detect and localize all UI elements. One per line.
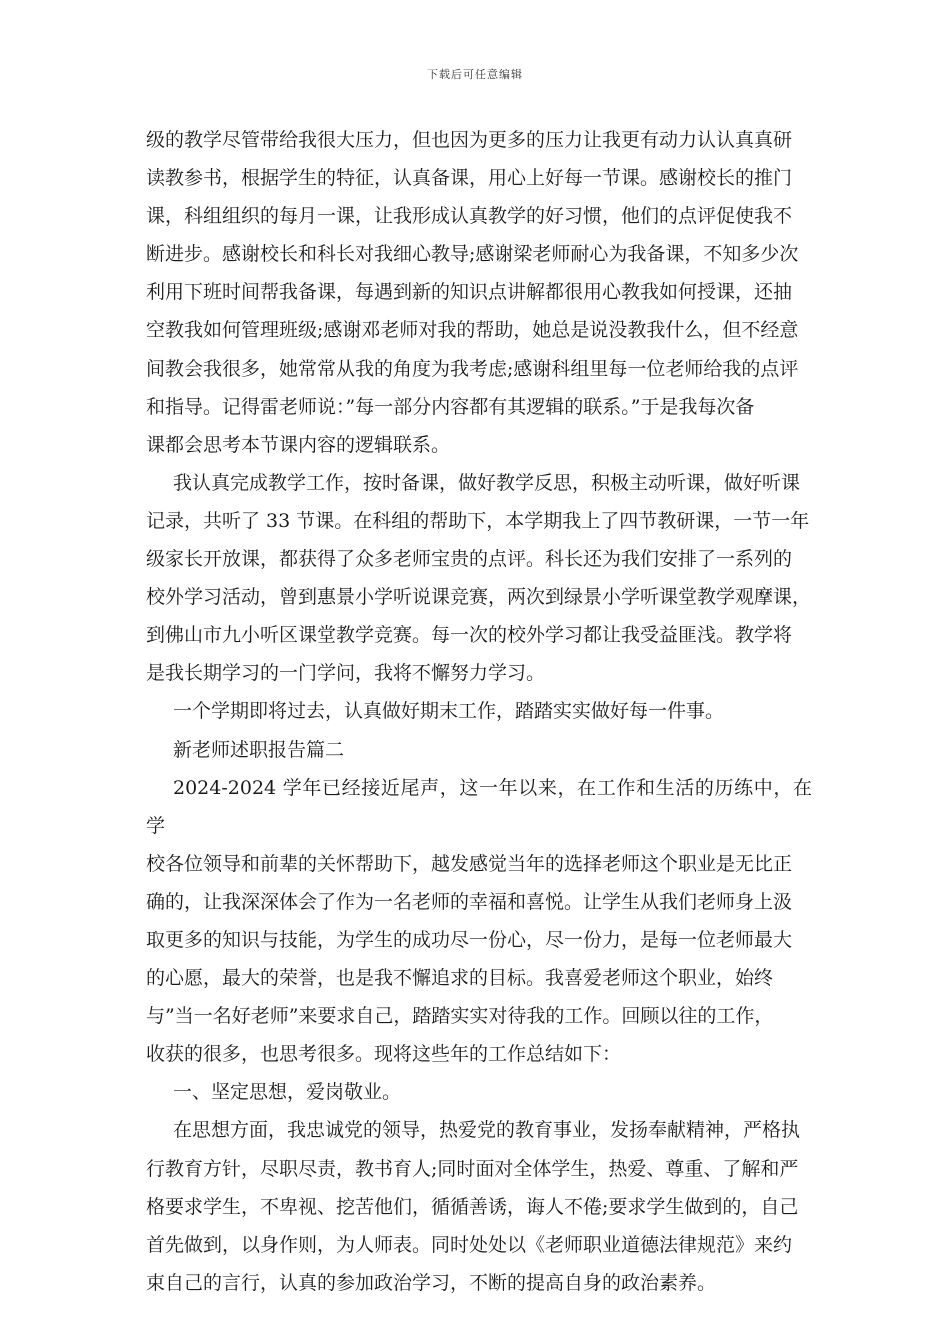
page-header-note: 下载后可任意编辑 [427,68,523,81]
text-line: 2024-2024 学年已经接近尾声，这一年以来，在工作和生活的历练中，在学 [146,776,812,837]
paragraph-7 [146,1111,812,1301]
text-line: 我认真完成教学工作，按时备课，做好教学反思，积极主动听课，做好听课 [173,471,801,494]
text-line: 级家长开放课，都获得了众多老师宝贵的点评。科长还为我们安排了一系列的 [146,548,793,571]
paragraph-3 [146,692,812,730]
text-line: 断进步。感谢校长和科长对我细心教导;感谢梁老师耐心为我备课，不知多少次 [146,243,799,266]
text-line: 新老师述职报告篇二 [173,738,345,761]
text-line: 收获的很多，也思考很多。现将这些年的工作总结如下： [146,1043,622,1066]
text-line: 取更多的知识与技能，为学生的成功尽一份心，尽一份力，是每一位老师最大 [146,928,793,951]
paragraph-2 [146,464,812,693]
text-line: 确的，让我深深体会了作为一名老师的幸福和喜悦。让学生从我们老师身上汲 [146,890,793,913]
text-line: 在思想方面，我忠诚党的领导，热爱党的教育事业，发扬奉献精神，严格执 [173,1119,801,1142]
text-line: 的心愿，最大的荣誉，也是我不懈追求的目标。我喜爱老师这个职业，始终 [146,967,774,990]
subsection-heading [146,1073,812,1111]
text-line: 校外学习活动，曾到惠景小学听说课竞赛，两次到绿景小学听课堂教学观摩课， [146,586,812,609]
text-line: 到佛山市九小听区课堂教学竞赛。每一次的校外学习都让我受益匪浅。教学将 [146,624,793,647]
text-line: 一个学期即将过去，认真做好期末工作，踏踏实实做好每一件事。 [173,700,725,723]
text-line: 格要求学生，不卑视、挖苦他们，循循善诱，诲人不倦;要求学生做到的，自己 [146,1195,799,1218]
text-line: 一、坚定思想，爱岗敬业。 [173,1081,402,1104]
text-line: 和指导。记得雷老师说：”每一部分内容都有其逻辑的联系。”于是我每次备 [146,395,755,418]
text-line: 束自己的言行，认真的参加政治学习，不断的提高自身的政治素养。 [146,1271,717,1294]
text-line: 利用下班时间帮我备课，每遇到新的知识点讲解都很用心教我如何授课，还抽 [146,281,793,304]
paragraph-1 [146,121,812,464]
document-body [146,121,812,1302]
text-line: 间教会我很多，她常常从我的角度为我考虑;感谢科组里每一位老师给我的点评 [146,357,799,380]
section-title [146,731,812,769]
text-line: 记录，共听了 33 节课。在科组的帮助下，本学期我上了四节教研课，一节一年 [146,509,810,532]
text-line: 与”当一名好老师”来要求自己，踏踏实实对待我的工作。回顾以往的工作， [146,1005,774,1028]
paragraph-5 [146,769,812,1074]
text-line: 是我长期学习的一门学问，我将不懈努力学习。 [146,662,546,685]
text-line: 级的教学尽管带给我很大压力，但也因为更多的压力让我更有动力认认真真研 [146,129,793,151]
text-line: 读教参书，根据学生的特征，认真备课，用心上好每一节课。感谢校长的推门 [146,167,793,190]
text-line: 行教育方针，尽职尽责，教书育人;同时面对全体学生，热爱、尊重、了解和严 [146,1157,799,1180]
text-line: 空教我如何管理班级;感谢邓老师对我的帮助，她总是说没教我什么，但不经意 [146,319,799,342]
text-line: 首先做到，以身作则，为人师表。同时处处以《老师职业道德法律规范》来约 [146,1233,793,1256]
text-line: 课都会思考本节课内容的逻辑联系。 [146,433,451,456]
text-line: 课，科组组织的每月一课，让我形成认真教学的好习惯，他们的点评促使我不 [146,205,793,228]
text-line: 校各位领导和前辈的关怀帮助下，越发感觉当年的选择老师这个职业是无比正 [146,852,793,875]
